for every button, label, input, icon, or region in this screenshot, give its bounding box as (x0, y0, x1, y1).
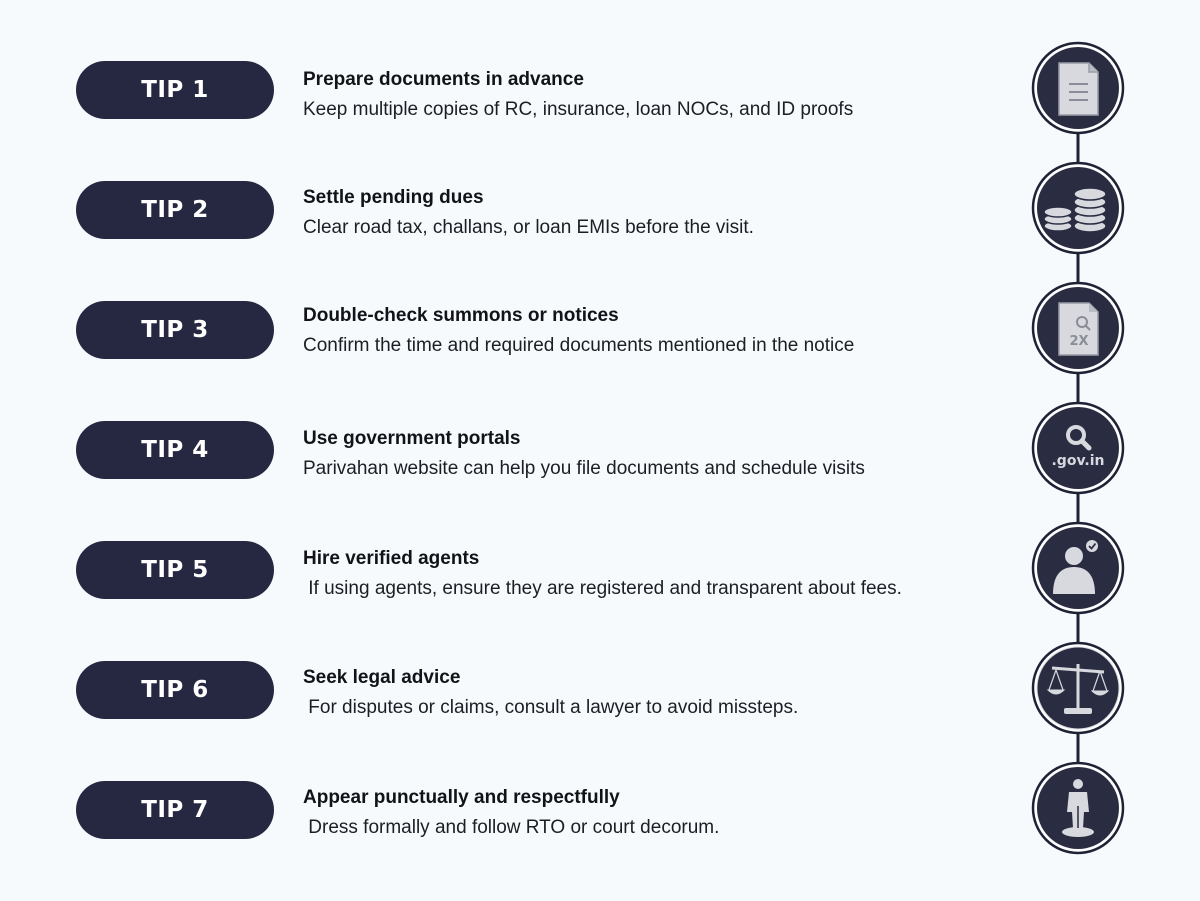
scales-of-justice-icon (1033, 643, 1123, 733)
tip-title: Appear punctually and respectfully (303, 787, 620, 808)
formal-person-icon (1033, 763, 1123, 853)
tip-badge: TIP 5 (76, 541, 274, 599)
tip-description: Parivahan website can help you file documents and schedule visits (303, 458, 865, 479)
icon-label: .gov.in (1051, 453, 1105, 469)
tip-description: Dress formally and follow RTO or court decorum. (303, 817, 720, 838)
tip-title: Use government portals (303, 428, 521, 449)
tip-description: If using agents, ensure they are registered and transparent about fees. (303, 578, 902, 599)
tip-description: Keep multiple copies of RC, insurance, loan NOCs, and ID proofs (303, 99, 854, 120)
tip-title: Settle pending dues (303, 187, 484, 208)
tip-badge: TIP 4 (76, 421, 274, 479)
tip-title: Hire verified agents (303, 548, 480, 569)
tip-description: Clear road tax, challans, or loan EMIs before the visit. (303, 217, 754, 238)
tip-badge: TIP 7 (76, 781, 274, 839)
tip-title: Double-check summons or notices (303, 305, 619, 326)
tip-description: For disputes or claims, consult a lawyer to avoid missteps. (303, 697, 799, 718)
tip-row-7 (0, 781, 1200, 901)
tip-row-6 (0, 661, 1200, 781)
tip-title: Seek legal advice (303, 667, 461, 688)
tip-row-3 (0, 301, 1200, 421)
gov-search-icon (1033, 403, 1123, 493)
tip-row-5 (0, 541, 1200, 661)
tip-badge: TIP 2 (76, 181, 274, 239)
coins-icon (1033, 163, 1123, 253)
tip-title: Prepare documents in advance (303, 69, 584, 90)
tip-badge: TIP 1 (76, 61, 274, 119)
verified-person-icon (1033, 523, 1123, 613)
tip-badge: TIP 6 (76, 661, 274, 719)
document-icon (1033, 43, 1123, 133)
icon-label: 2X (1069, 334, 1089, 349)
tip-badge: TIP 3 (76, 301, 274, 359)
tip-row-1 (0, 61, 1200, 181)
document-check-icon (1033, 283, 1123, 373)
tip-description: Confirm the time and required documents mentioned in the notice (303, 335, 855, 356)
tip-row-2 (0, 181, 1200, 301)
icon-timeline (1030, 40, 1126, 860)
tip-row-4 (0, 421, 1200, 541)
